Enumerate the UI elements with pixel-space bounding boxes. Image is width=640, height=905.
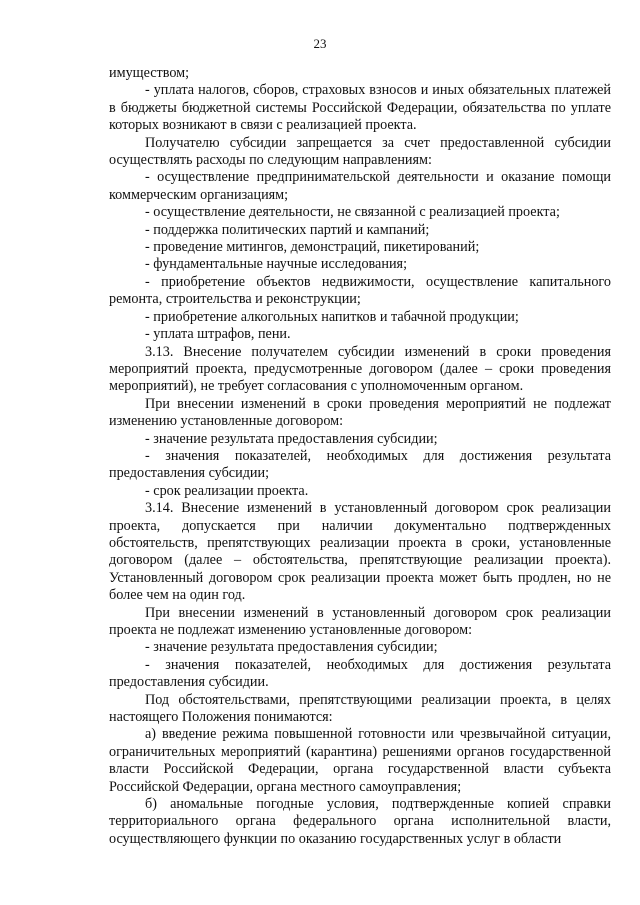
paragraph: а) введение режима повышенной готовности или чрезвычайной ситуации, ограничительных мероприятий (карантина) решениями органов государственной власти Российской Федерации, органа государственной власти субъекта Российской Федерации, органа местного самоуправления; xyxy=(109,726,611,795)
paragraph: имуществом; xyxy=(109,65,190,81)
paragraph: 3.14. Внесение изменений в установленный договором срок реализации проекта, допускается при наличии документально подтвержденных обстоятельств, препятствующих реализации проекта в сроки, установленные договором (далее – обстоятельства, препятствующие реализации проекта). Установленный договором срок реализации проекта может быть продлен, но не более чем на один год. xyxy=(109,500,611,604)
paragraph: Под обстоятельствами, препятствующими реализации проекта, в целях настоящего Положения понимаются: xyxy=(109,691,611,726)
paragraph: - срок реализации проекта. xyxy=(145,482,309,499)
paragraph: Получателю субсидии запрещается за счет предоставленной субсидии осуществлять расходы по следующим направлениям: xyxy=(109,134,611,169)
paragraph: - приобретение алкогольных напитков и табачной продукции; xyxy=(145,308,519,325)
paragraph: При внесении изменений в сроки проведения мероприятий не подлежат изменению установленные договором: xyxy=(109,395,611,430)
paragraph: - значение результата предоставления субсидии; xyxy=(145,639,438,656)
paragraph: - приобретение объектов недвижимости, осуществление капитального ремонта, строительства и реконструкции; xyxy=(109,273,611,308)
paragraph: б) аномальные погодные условия, подтвержденные копией справки территориального органа федерального органа исполнительной власти, осуществляющего функции по оказанию государственных услуг в области xyxy=(109,796,611,847)
paragraph: - уплата штрафов, пени. xyxy=(145,326,291,343)
paragraph: 3.13. Внесение получателем субсидии изменений в сроки проведения мероприятий проекта, предусмотренные договором (далее – сроки проведения мероприятий), не требует согласования с уполномоченным органом. xyxy=(109,343,611,395)
paragraph: - фундаментальные научные исследования; xyxy=(145,256,408,273)
paragraph: - осуществление предпринимательской деятельности и оказание помощи коммерческим организациям; xyxy=(109,169,611,203)
paragraph: - поддержка политических партий и кампаний; xyxy=(145,221,430,238)
paragraph: - значения показателей, необходимых для достижения результата предоставления субсидии; xyxy=(109,447,611,482)
document-body xyxy=(109,65,611,848)
page-number: 23 xyxy=(313,36,327,51)
paragraph: - осуществление деятельности, не связанной с реализацией проекта; xyxy=(145,204,560,221)
paragraph: - значения показателей, необходимых для достижения результата предоставления субсидии. xyxy=(109,656,611,691)
paragraph: - проведение митингов, демонстраций, пикетирований; xyxy=(145,239,480,256)
paragraph: При внесении изменений в установленный договором срок реализации проекта не подлежат изменению установленные договором: xyxy=(109,604,611,638)
paragraph: - уплата налогов, сборов, страховых взносов и иных обязательных платежей в бюджеты бюджетной системы Российской Федерации, обязательства по уплате которых возникают в связи с реализацией проекта. xyxy=(109,82,611,134)
paragraph: - значение результата предоставления субсидии; xyxy=(145,430,438,447)
